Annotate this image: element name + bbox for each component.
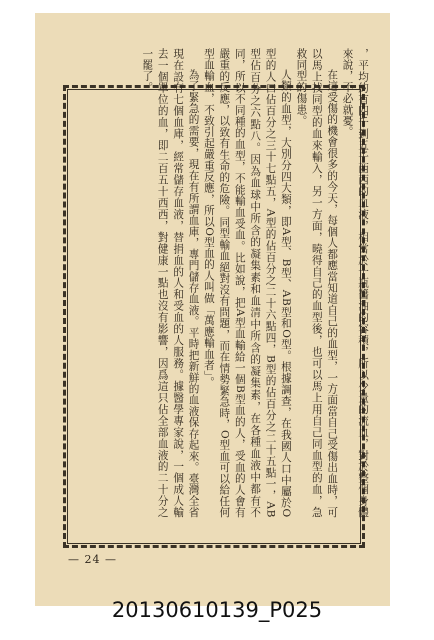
page-number: — 24 — [68,553,117,566]
paragraph: 為了緊急的需要，現在有所謂血庫，專門儲存血液。平時把新鮮的血液保存起來。臺灣全省現在設有七個血庫，經常儲存血液，替捐血的人和受血的人服務。據醫學專家說，一個成人輸去一個單位的血，即二百五十西西，對健康一點也沒有影響，因爲這只佔全部血液的二十分之一罷了。 [141,48,200,518]
paragraph: ，平均約有四千到五千西西的血液，相當於十瓶醬油的容積，所以少量的流血，對於整個身體來說，不必就憂。 [341,48,369,518]
body-text [78,48,370,518]
image-caption: 20130610139_P025 [111,598,323,622]
paragraph: 在這受傷的機會很多的今天，每個人都應當知道自己的血型，一方面當自己受傷出血時，可以馬上找同型的血來輸入，另一方面，曉得自己的血型後，也可以馬上用自己同血型的血，急救同型的傷患。 [295,48,339,518]
paragraph: 人類的血型，大別分四大類，即A型、B型、AB型和O型。根據調查，在我國人口中屬於O型的人口佔百分之三十七點五，A型的佔百分之二十六點四，B型的佔百分之二十五點一，AB型佔百分之六點八。因為血球中所含的凝集素和血清中所含的凝集素，在各種血液中都有不同，所以不同種的血型，不能輸血受血。比如說，把A型血輸給一個B型血的人，受血的人會有嚴重的反應，以致有生命的危險。同型輸血絕對沒有問題，而在情勢緊急時，O型血可以給任何型血輸血，不致引起嚴重反應，所以O型血的人叫做「萬應輸血者」。 [202,48,292,518]
